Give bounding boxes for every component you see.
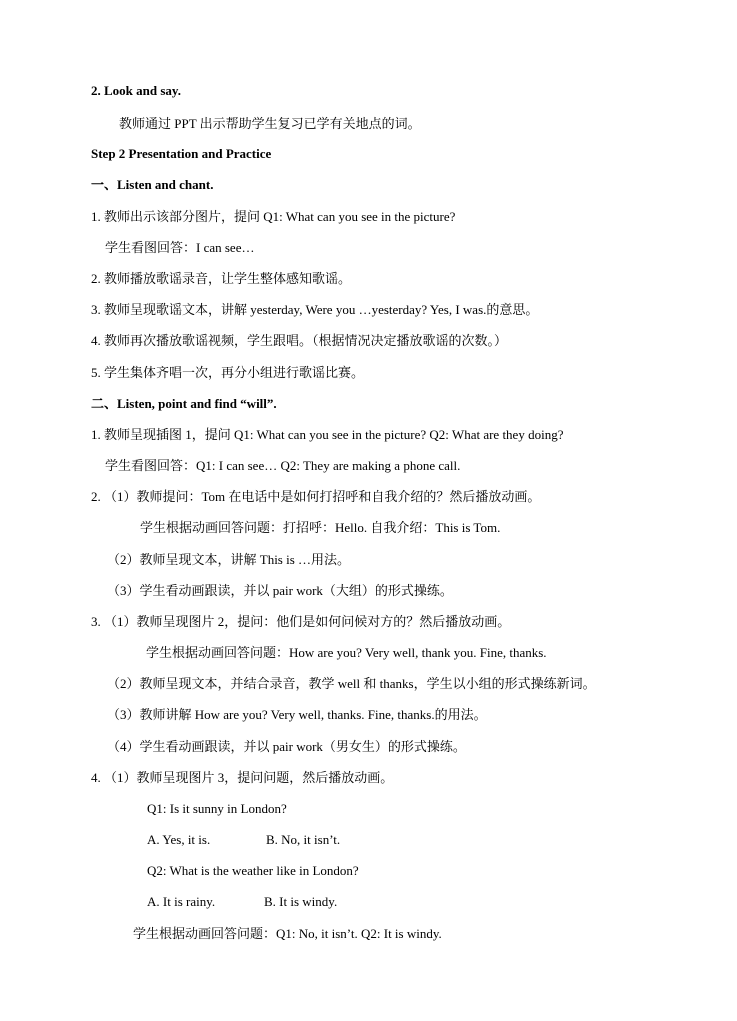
part2-item-1: 1. 教师呈现插图 1，提问 Q1: What can you see in the picture? Q2: What are they doing? — [91, 427, 564, 442]
part2-item-3-2: （2）教师呈现文本，并结合录音，教学 well 和 thanks，学生以小组的形式操练新词。 — [107, 676, 596, 691]
part2-item-2-1-answer: 学生根据动画回答问题：打招呼：Hello. 自我介绍：This is Tom. — [140, 520, 501, 535]
question-2-option-b: B. It is windy. — [264, 894, 338, 909]
part1-item-1-answer: 学生看图回答：I can see… — [105, 240, 255, 255]
part1-heading: 一、Listen and chant. — [91, 177, 214, 192]
question-1-option-a: A. Yes, it is. — [147, 832, 211, 847]
part1-item-1: 1. 教师出示该部分图片，提问 Q1: What can you see in the picture? — [91, 209, 456, 224]
part1-item-5: 5. 学生集体齐唱一次，再分小组进行歌谣比赛。 — [91, 365, 365, 380]
look-say-heading: 2. Look and say. — [91, 83, 181, 98]
part2-item-4-answer: 学生根据动画回答问题：Q1: No, it isn’t. Q2: It is windy. — [133, 926, 442, 941]
question-1-option-b: B. No, it isn’t. — [266, 832, 341, 847]
part2-item-2-3: （3）学生看动画跟读，并以 pair work（大组）的形式操练。 — [107, 583, 453, 598]
part1-item-2: 2. 教师播放歌谣录音，让学生整体感知歌谣。 — [91, 271, 352, 286]
part2-item-3-1-answer: 学生根据动画回答问题：How are you? Very well, thank you. Fine, thanks. — [146, 645, 547, 660]
part1-item-4: 4. 教师再次播放歌谣视频，学生跟唱。（根据情况决定播放歌谣的次数。） — [91, 333, 508, 348]
part2-item-2-1: 2. （1）教师提问：Tom 在电话中是如何打招呼和自我介绍的？然后播放动画。 — [91, 489, 541, 504]
part2-item-1-answer: 学生看图回答：Q1: I can see… Q2: They are making a phone call. — [105, 458, 461, 473]
question-2: Q2: What is the weather like in London? — [147, 863, 359, 878]
part2-item-2-2: （2）教师呈现文本，讲解 This is …用法。 — [107, 552, 351, 567]
part2-heading: 二、Listen, point and find “will”. — [91, 396, 277, 411]
look-say-text: 教师通过 PPT 出示帮助学生复习已学有关地点的词。 — [119, 116, 421, 131]
question-1: Q1: Is it sunny in London? — [147, 801, 287, 816]
part2-item-3-1: 3. （1）教师呈现图片 2，提问：他们是如何问候对方的？然后播放动画。 — [91, 614, 511, 629]
part2-item-3-3: （3）教师讲解 How are you? Very well, thanks. Fine, thanks.的用法。 — [107, 707, 487, 722]
part2-item-4-1: 4. （1）教师呈现图片 3，提问问题，然后播放动画。 — [91, 770, 394, 785]
part1-item-3: 3. 教师呈现歌谣文本，讲解 yesterday, Were you …yesterday? Yes, I was.的意思。 — [91, 302, 539, 317]
part2-item-3-4: （4）学生看动画跟读，并以 pair work（男女生）的形式操练。 — [107, 739, 466, 754]
step2-heading: Step 2 Presentation and Practice — [91, 146, 272, 161]
question-2-option-a: A. It is rainy. — [147, 894, 216, 909]
